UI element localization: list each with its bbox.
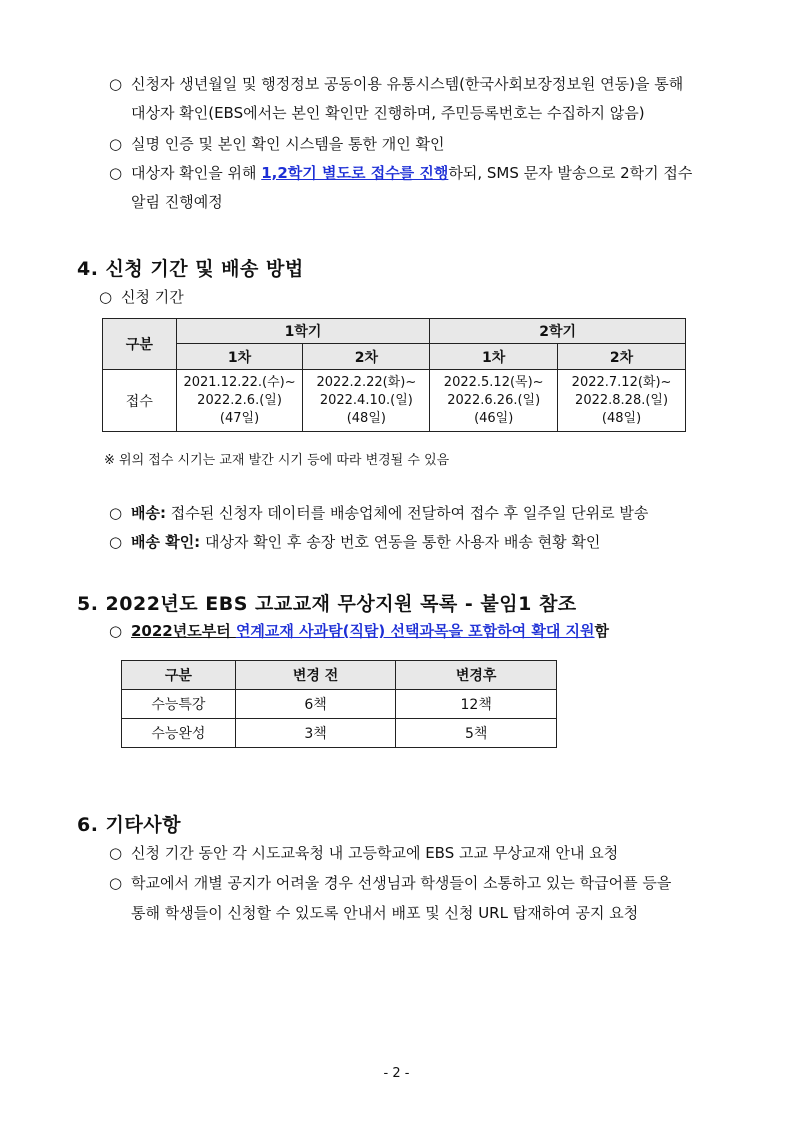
table-cell: 수능완성 [122, 719, 236, 748]
bullet-marker: ○ [109, 135, 123, 153]
schedule-cell [303, 370, 430, 432]
bullet-marker: ○ [109, 844, 123, 862]
section-5-post: 함 [594, 622, 610, 640]
section-5-title: 5. 2022년도 EBS 고교교재 무상지원 목록 - 붙임1 참조 [77, 593, 577, 615]
table-cell: 3책 [235, 719, 396, 748]
schedule-header-round: 1차 [430, 344, 558, 370]
section-6-bullet-1 [109, 842, 619, 864]
section-5-pre: 2022년도부터 [131, 622, 236, 640]
section-6-bullet-2-line2: 통해 학생들이 신청할 수 있도록 안내서 배포 및 신청 URL 탑재하여 공지 요청 [131, 904, 639, 922]
bullet-3-post: 하되, SMS 문자 발송으로 2학기 접수 [448, 164, 693, 182]
bullet-marker: ○ [109, 164, 123, 182]
cell-start: 2022.7.12(화)~ [571, 374, 672, 390]
table-cell: 6책 [235, 690, 396, 719]
section-6-title: 6. 기타사항 [77, 814, 181, 836]
confirm-text: 대상자 확인 후 송장 번호 연동을 통한 사용자 배송 현황 확인 [200, 533, 601, 551]
bullet-marker: ○ [109, 622, 123, 640]
section-5-bullet [109, 620, 610, 642]
section-4-sub [99, 286, 184, 308]
section-5-highlight: 연계교재 사과탐(직탐) 선택과목을 포함하여 확대 지원 [235, 622, 595, 640]
bullet-marker: ○ [109, 75, 123, 93]
delivery-bullet [109, 502, 649, 524]
bullet-1-line2: 대상자 확인(EBS에서는 본인 확인만 진행하며, 주민등록번호는 수집하지 않음) [131, 104, 645, 122]
table-row [122, 719, 557, 748]
page-number: - 2 - [383, 1066, 410, 1081]
bullet-3-highlight: 1,2학기 별도로 접수를 진행 [261, 164, 449, 182]
schedule-header-round: 1차 [176, 344, 303, 370]
cell-days: (48일) [346, 410, 386, 426]
table-cell: 5책 [396, 719, 557, 748]
schedule-cell [430, 370, 558, 432]
schedule-header-sem2: 2학기 [430, 319, 686, 344]
table-cell: 수능특강 [122, 690, 236, 719]
table-row [103, 370, 686, 432]
bullet-1-line1: 신청자 생년월일 및 행정정보 공동이용 유통시스템(한국사회보장정보원 연동)을 통해 [131, 75, 684, 93]
bullet-marker: ○ [109, 874, 123, 892]
schedule-header-round: 2차 [303, 344, 430, 370]
cell-end: 2022.4.10.(일) [319, 392, 413, 408]
section-4-title: 4. 신청 기간 및 배송 방법 [77, 258, 304, 280]
bullet-3 [109, 162, 693, 184]
delivery-text: 접수된 신청자 데이터를 배송업체에 전달하여 접수 후 일주일 단위로 발송 [165, 504, 649, 522]
schedule-cell [558, 370, 686, 432]
cell-start: 2022.5.12(목)~ [443, 374, 544, 390]
delivery-label: 배송: [131, 504, 166, 522]
schedule-header-group: 구분 [103, 319, 177, 370]
section-6-bullet-2 [109, 872, 672, 894]
schedule-note: ※ 위의 접수 시기는 교재 발간 시기 등에 따라 변경될 수 있음 [104, 453, 450, 468]
confirm-label: 배송 확인: [131, 533, 201, 551]
cell-end: 2022.6.26.(일) [447, 392, 541, 408]
bullet-2 [109, 133, 445, 155]
bullet-marker: ○ [109, 533, 123, 551]
cell-days: (48일) [601, 410, 642, 426]
bullet-marker: ○ [99, 288, 113, 306]
cell-days: (46일) [474, 410, 514, 426]
bullet-marker: ○ [109, 504, 123, 522]
table-row [122, 690, 557, 719]
textbook-header: 구분 [122, 661, 236, 690]
cell-start: 2021.12.22.(수)~ [183, 374, 296, 390]
bullet-2-line1: 실명 인증 및 본인 확인 시스템을 통한 개인 확인 [131, 135, 445, 153]
section-6-bullet-2-line1: 학교에서 개별 공지가 어려울 경우 선생님과 학생들이 소통하고 있는 학급어플 등을 [131, 874, 672, 892]
section-6-bullet-1-text: 신청 기간 동안 각 시도교육청 내 고등학교에 EBS 고교 무상교재 안내 요청 [131, 844, 619, 862]
textbook-header: 변경후 [396, 661, 557, 690]
cell-start: 2022.2.22(화)~ [316, 374, 417, 390]
schedule-header-sem1: 1학기 [176, 319, 430, 344]
bullet-3-line2: 알림 진행예정 [131, 193, 223, 211]
section-4-sub-label: 신청 기간 [121, 288, 184, 306]
schedule-row-label: 접수 [103, 370, 177, 432]
schedule-cell [176, 370, 303, 432]
schedule-header-round: 2차 [558, 344, 686, 370]
cell-end: 2022.2.6.(일) [197, 392, 282, 408]
bullet-1 [109, 73, 684, 95]
textbook-header: 변경 전 [235, 661, 396, 690]
table-cell: 12책 [396, 690, 557, 719]
schedule-table [102, 318, 686, 432]
cell-end: 2022.8.28.(일) [575, 392, 669, 408]
textbook-table [121, 660, 557, 748]
cell-days: (47일) [219, 410, 260, 426]
bullet-3-pre: 대상자 확인을 위해 [131, 164, 262, 182]
delivery-confirm-bullet [109, 531, 601, 553]
